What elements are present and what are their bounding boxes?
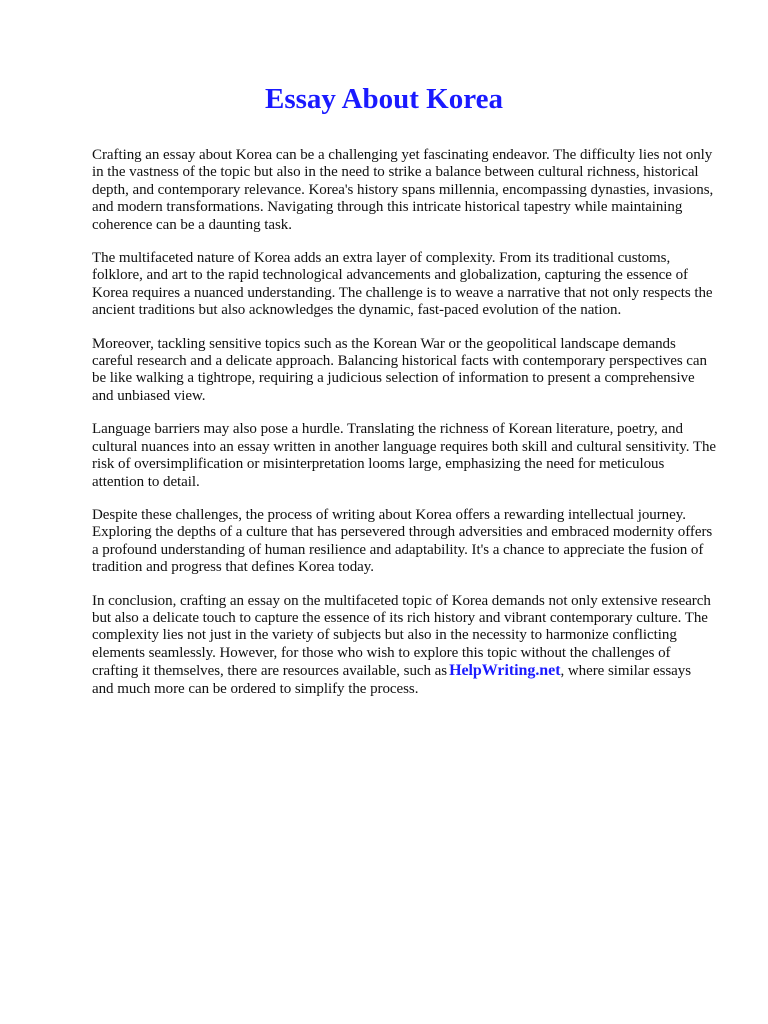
- conclusion-text-after-link: , where similar essays and much more can be ordered to simplify the process.: [92, 663, 692, 697]
- paragraph-3: Moreover, tackling sensitive topics such as the Korean War or the geopolitical landscape demands careful research and a delicate approach. Balancing historical facts with contemporary perspectives can be like walking a tightrope, requiring a judicious selection of information to present a comprehensive and unbiased view.: [92, 335, 707, 404]
- conclusion-text-before-link: In conclusion, crafting an essay on the multifaceted topic of Korea demands not only extensive research but also a delicate touch to capture the essence of its rich history and vibrant contemporary culture. The complexity lies not just in the variety of subjects but also in the necessity to harmonize conflicting elements seamlessly. However, for those who wish to explore this topic without the challenges of crafting it themselves, there are resources available, such as: [92, 592, 711, 680]
- conclusion-paragraph: [92, 593, 716, 698]
- paragraph-2: The multifaceted nature of Korea adds an extra layer of complexity. From its traditional customs, folklore, and art to the rapid technological advancements and globalization, capturing the essence of Korea requires a nuanced understanding. The challenge is to weave a narrative that not only respects the ancient traditions but also acknowledges the dynamic, fast-paced evolution of the nation.: [92, 250, 713, 319]
- helpwriting-link[interactable]: HelpWriting.net: [449, 662, 561, 680]
- paragraph-4: Language barriers may also pose a hurdle. Translating the richness of Korean literature, poetry, and cultural nuances into an essay written in another language requires both skill and cultural sensitivity. The risk of oversimplification or misinterpretation looms large, emphasizing the need for meticulous attention to detail.: [92, 421, 717, 490]
- paragraph-5: Despite these challenges, the process of writing about Korea offers a rewarding intellectual journey. Exploring the depths of a culture that has persevered through adversities and embraced modernity offers a profound understanding of human resilience and adaptability. It's a chance to appreciate the fusion of tradition and progress that defines Korea today.: [92, 506, 713, 576]
- paragraph-1: Crafting an essay about Korea can be a challenging yet fascinating endeavor. The difficulty lies not only in the vastness of the topic but also in the need to strike a balance between cultural richness, historical depth, and contemporary relevance. Korea's history spans millennia, encompassing dynasties, invasions, and modern transformations. Navigating through this intricate historical tapestry while maintaining coherence can be a daunting task.: [92, 147, 714, 233]
- page-title: Essay About Korea: [265, 83, 503, 115]
